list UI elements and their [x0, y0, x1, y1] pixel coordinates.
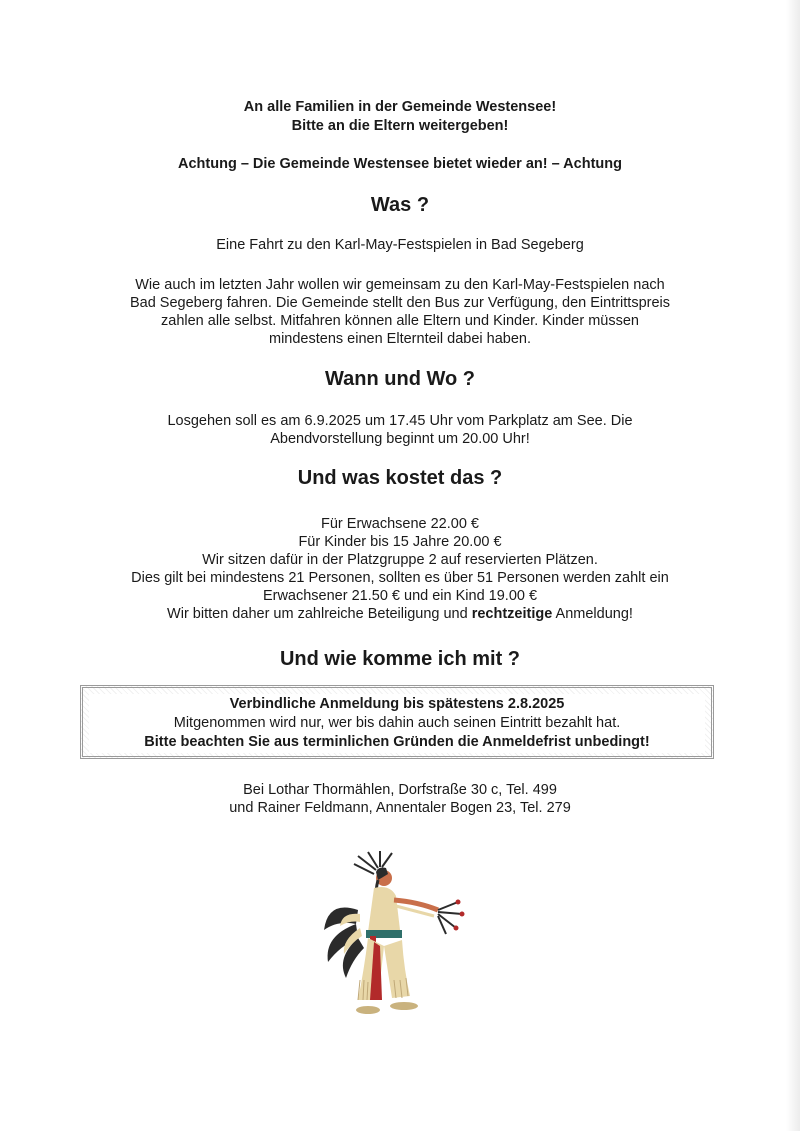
registration-deadline: Verbindliche Anmeldung bis spätestens 2.8.2025	[229, 696, 565, 712]
was-line: zahlen alle selbst. Mitfahren können alle Eltern und Kinder. Kinder müssen	[161, 313, 639, 329]
registration-box-content	[89, 694, 705, 753]
kosten-line: Für Kinder bis 15 Jahre 20.00 €	[298, 534, 502, 550]
kosten-line: Erwachsener 21.50 € und ein Kind 19.00 €	[262, 588, 538, 604]
intro-block	[90, 98, 710, 136]
intro-line-1: An alle Familien in der Gemeinde Westensee!	[243, 99, 557, 115]
kosten-line: Wir sitzen dafür in der Platzgruppe 2 auf reservierten Plätzen.	[202, 552, 598, 568]
kosten-paragraph	[80, 515, 720, 623]
kosten-last-prefix: Wir bitten daher um zahlreiche Beteiligung und	[167, 606, 472, 622]
heading-was: Was ?	[370, 194, 430, 216]
was-paragraph	[95, 276, 705, 348]
was-subtitle: Eine Fahrt zu den Karl-May-Festspielen in Bad Segeberg	[216, 237, 584, 253]
heading-wann-wo: Wann und Wo ?	[325, 368, 475, 390]
contact-block	[90, 781, 710, 817]
wann-paragraph	[90, 412, 710, 448]
kosten-line: Dies gilt bei mindestens 21 Personen, sollten es über 51 Personen werden zahlt ein	[131, 570, 669, 586]
registration-warning: Bitte beachten Sie aus terminlichen Gründen die Anmeldefrist unbedingt!	[144, 734, 650, 750]
contact-line-2: und Rainer Feldmann, Annentaler Bogen 23, Tel. 279	[229, 800, 571, 816]
registration-box	[80, 685, 714, 759]
warning-line: Achtung – Die Gemeinde Westensee bietet wieder an! – Achtung	[178, 156, 622, 172]
heading-komme-mit: Und wie komme ich mit ?	[279, 648, 521, 670]
kosten-last-suffix: Anmeldung!	[552, 606, 633, 622]
native-american-dancer-icon	[318, 850, 474, 1024]
was-line: mindestens einen Elternteil dabei haben.	[269, 331, 531, 347]
kosten-last-line	[80, 605, 720, 623]
registration-note: Mitgenommen wird nur, wer bis dahin auch seinen Eintritt bezahlt hat.	[173, 715, 621, 731]
contact-line-1: Bei Lothar Thormählen, Dorfstraße 30 c, Tel. 499	[243, 782, 557, 798]
was-line: Wie auch im letzten Jahr wollen wir gemeinsam zu den Karl-May-Festspielen nach	[135, 277, 665, 293]
wann-line: Abendvorstellung beginnt um 20.00 Uhr!	[270, 431, 530, 447]
wann-line: Losgehen soll es am 6.9.2025 um 17.45 Uhr vom Parkplatz am See. Die	[167, 413, 633, 429]
kosten-last-bold: rechtzeitige	[471, 606, 553, 622]
was-line: Bad Segeberg fahren. Die Gemeinde stellt den Bus zur Verfügung, den Eintrittspreis	[129, 295, 671, 311]
heading-kosten: Und was kostet das ?	[297, 467, 503, 489]
scan-edge-shadow	[786, 0, 800, 1131]
kosten-line: Für Erwachsene 22.00 €	[321, 516, 479, 532]
intro-line-2: Bitte an die Eltern weitergeben!	[291, 118, 509, 134]
